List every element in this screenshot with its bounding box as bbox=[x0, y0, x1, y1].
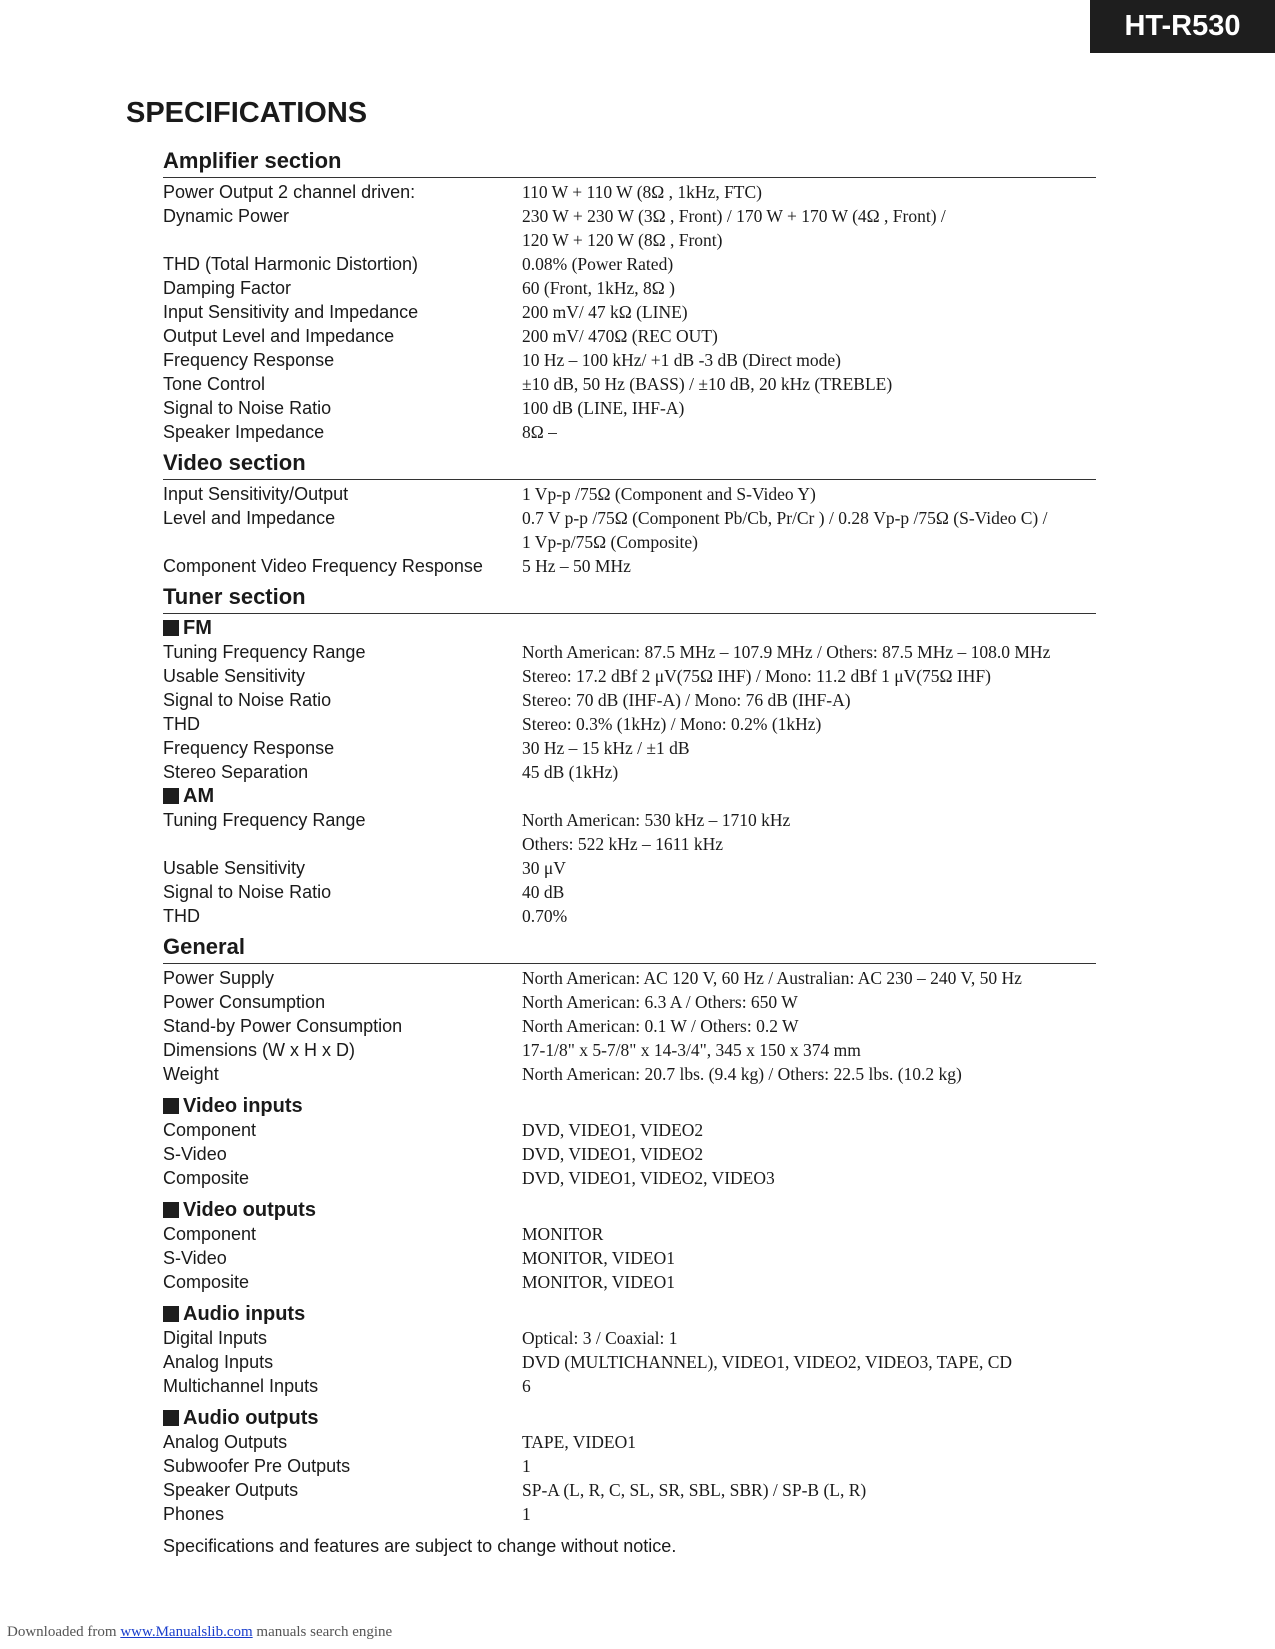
amplifier-section-heading: Amplifier section bbox=[163, 145, 1096, 178]
spec-label: Input Sensitivity and Impedance bbox=[163, 302, 419, 322]
spec-row bbox=[163, 832, 1096, 856]
spec-row bbox=[163, 276, 1096, 300]
spec-value: 200 mV/ 47 kΩ (LINE) bbox=[522, 302, 688, 322]
fm-subheading-label: FM bbox=[183, 617, 212, 639]
spec-label: Multichannel Inputs bbox=[163, 1376, 319, 1396]
audio-inputs-subheading bbox=[163, 1302, 1096, 1326]
spec-label: Analog Inputs bbox=[163, 1352, 274, 1372]
spec-row bbox=[163, 1118, 1096, 1142]
spec-label: Component bbox=[163, 1120, 257, 1140]
spec-value: MONITOR bbox=[522, 1224, 604, 1244]
fm-spec-list bbox=[163, 640, 1096, 784]
spec-label: THD (Total Harmonic Distortion) bbox=[163, 254, 419, 274]
fm-subheading bbox=[163, 616, 1096, 640]
spec-label: Phones bbox=[163, 1504, 225, 1524]
spec-label bbox=[163, 530, 522, 554]
spec-value: 40 dB bbox=[522, 882, 565, 902]
spec-row bbox=[163, 736, 1096, 760]
spec-row bbox=[163, 1062, 1096, 1086]
video-outputs-spec-list bbox=[163, 1222, 1096, 1294]
spec-label: Speaker Impedance bbox=[163, 422, 325, 442]
spec-value: 0.70% bbox=[522, 906, 568, 926]
spec-row bbox=[163, 506, 1096, 530]
spec-content bbox=[163, 145, 1096, 1558]
spec-label: Analog Outputs bbox=[163, 1432, 288, 1452]
spec-value: Others: 522 kHz – 1611 kHz bbox=[522, 834, 724, 854]
spec-label: THD bbox=[163, 714, 200, 734]
spec-value: MONITOR, VIDEO1 bbox=[522, 1248, 675, 1268]
video-outputs-subheading bbox=[163, 1198, 1096, 1222]
spec-value: ±10 dB, 50 Hz (BASS) / ±10 dB, 20 kHz (TREBLE) bbox=[522, 374, 893, 394]
spec-value: 10 Hz – 100 kHz/ +1 dB -3 dB (Direct mode) bbox=[522, 350, 841, 370]
spec-value: TAPE, VIDEO1 bbox=[522, 1432, 636, 1452]
spec-label: Frequency Response bbox=[163, 350, 335, 370]
spec-value: 1 Vp-p/75Ω (Composite) bbox=[522, 532, 699, 552]
spec-row bbox=[163, 252, 1096, 276]
spec-value: North American: 530 kHz – 1710 kHz bbox=[522, 810, 791, 830]
audio-outputs-subheading bbox=[163, 1406, 1096, 1430]
spec-row bbox=[163, 856, 1096, 880]
spec-label: S-Video bbox=[163, 1248, 227, 1268]
spec-value: 0.08% (Power Rated) bbox=[522, 254, 674, 274]
spec-row bbox=[163, 904, 1096, 928]
square-bullet-icon bbox=[163, 1202, 179, 1218]
spec-row bbox=[163, 760, 1096, 784]
spec-label: Output Level and Impedance bbox=[163, 326, 395, 346]
spec-row bbox=[163, 808, 1096, 832]
download-footer bbox=[7, 1624, 392, 1641]
spec-label: Component Video Frequency Response bbox=[163, 556, 483, 576]
spec-row bbox=[163, 396, 1096, 420]
spec-row bbox=[163, 1454, 1096, 1478]
general-section-heading: General bbox=[163, 931, 1096, 964]
spec-value: 17-1/8" x 5-7/8" x 14-3/4", 345 x 150 x 374 mm bbox=[522, 1040, 861, 1060]
spec-row bbox=[163, 372, 1096, 396]
spec-value: 1 Vp-p /75Ω (Component and S-Video Y) bbox=[522, 484, 816, 504]
spec-row bbox=[163, 1350, 1096, 1374]
spec-row bbox=[163, 880, 1096, 904]
spec-row bbox=[163, 1326, 1096, 1350]
spec-label: Input Sensitivity/Output bbox=[163, 484, 349, 504]
spec-row bbox=[163, 1430, 1096, 1454]
spec-value: Stereo: 70 dB (IHF-A) / Mono: 76 dB (IHF-A) bbox=[522, 690, 851, 710]
spec-label: Signal to Noise Ratio bbox=[163, 398, 332, 418]
spec-value: 1 bbox=[522, 1504, 531, 1524]
spec-row bbox=[163, 1478, 1096, 1502]
spec-value: North American: 20.7 lbs. (9.4 kg) / Others: 22.5 lbs. (10.2 kg) bbox=[522, 1064, 962, 1084]
video-section-heading: Video section bbox=[163, 447, 1096, 480]
spec-label: Tuning Frequency Range bbox=[163, 642, 366, 662]
spec-row bbox=[163, 420, 1096, 444]
amplifier-spec-list bbox=[163, 180, 1096, 444]
spec-row bbox=[163, 180, 1096, 204]
spec-label bbox=[163, 832, 522, 856]
video-spec-list bbox=[163, 482, 1096, 578]
spec-label: Usable Sensitivity bbox=[163, 666, 306, 686]
spec-label: S-Video bbox=[163, 1144, 227, 1164]
spec-row bbox=[163, 712, 1096, 736]
spec-row bbox=[163, 554, 1096, 578]
spec-label: Tuning Frequency Range bbox=[163, 810, 366, 830]
spec-label: Usable Sensitivity bbox=[163, 858, 306, 878]
square-bullet-icon bbox=[163, 1098, 179, 1114]
spec-value: 8Ω – bbox=[522, 422, 557, 442]
spec-value: North American: 0.1 W / Others: 0.2 W bbox=[522, 1016, 799, 1036]
download-footer-prefix: Downloaded from bbox=[7, 1624, 117, 1640]
video-inputs-subheading bbox=[163, 1094, 1096, 1118]
spec-label bbox=[163, 228, 522, 252]
audio-inputs-subheading-label: Audio inputs bbox=[183, 1303, 306, 1325]
spec-value: DVD, VIDEO1, VIDEO2 bbox=[522, 1120, 704, 1140]
spec-row bbox=[163, 1246, 1096, 1270]
spec-value: Stereo: 0.3% (1kHz) / Mono: 0.2% (1kHz) bbox=[522, 714, 822, 734]
spec-value: 110 W + 110 W (8Ω , 1kHz, FTC) bbox=[522, 182, 763, 202]
download-footer-suffix: manuals search engine bbox=[256, 1624, 393, 1640]
audio-outputs-spec-list bbox=[163, 1430, 1096, 1526]
spec-label: Signal to Noise Ratio bbox=[163, 882, 332, 902]
video-inputs-spec-list bbox=[163, 1118, 1096, 1190]
spec-row bbox=[163, 664, 1096, 688]
audio-inputs-spec-list bbox=[163, 1326, 1096, 1398]
spec-row bbox=[163, 348, 1096, 372]
spec-label: Subwoofer Pre Outputs bbox=[163, 1456, 351, 1476]
spec-label: Weight bbox=[163, 1064, 219, 1084]
spec-row bbox=[163, 324, 1096, 348]
spec-value: North American: AC 120 V, 60 Hz / Australian: AC 230 – 240 V, 50 Hz bbox=[522, 968, 1022, 988]
spec-value: 30 μV bbox=[522, 858, 566, 878]
spec-label: Stand-by Power Consumption bbox=[163, 1016, 403, 1036]
spec-label: Dynamic Power bbox=[163, 206, 290, 226]
spec-row bbox=[163, 300, 1096, 324]
spec-row bbox=[163, 1270, 1096, 1294]
spec-label: Composite bbox=[163, 1272, 250, 1292]
spec-row bbox=[163, 1142, 1096, 1166]
spec-value: Optical: 3 / Coaxial: 1 bbox=[522, 1328, 678, 1348]
page-title: SPECIFICATIONS bbox=[126, 97, 368, 129]
spec-row bbox=[163, 482, 1096, 506]
am-spec-list bbox=[163, 808, 1096, 928]
spec-row bbox=[163, 1166, 1096, 1190]
spec-row bbox=[163, 1038, 1096, 1062]
square-bullet-icon bbox=[163, 788, 179, 804]
square-bullet-icon bbox=[163, 1306, 179, 1322]
spec-value: 60 (Front, 1kHz, 8Ω ) bbox=[522, 278, 675, 298]
spec-value: 45 dB (1kHz) bbox=[522, 762, 619, 782]
spec-row bbox=[163, 204, 1096, 228]
footnote: Specifications and features are subject to change without notice. bbox=[163, 1536, 677, 1556]
spec-label: Stereo Separation bbox=[163, 762, 309, 782]
spec-label: Component bbox=[163, 1224, 257, 1244]
spec-label: Tone Control bbox=[163, 374, 266, 394]
spec-row bbox=[163, 1014, 1096, 1038]
square-bullet-icon bbox=[163, 1410, 179, 1426]
am-subheading bbox=[163, 784, 1096, 808]
spec-row bbox=[163, 990, 1096, 1014]
spec-row bbox=[163, 1222, 1096, 1246]
audio-outputs-subheading-label: Audio outputs bbox=[183, 1407, 319, 1429]
spec-row bbox=[163, 688, 1096, 712]
general-spec-list bbox=[163, 966, 1096, 1086]
spec-value: North American: 6.3 A / Others: 650 W bbox=[522, 992, 798, 1012]
spec-label: Power Output 2 channel driven: bbox=[163, 182, 416, 202]
spec-value: 230 W + 230 W (3Ω , Front) / 170 W + 170 W (4Ω , Front) / bbox=[522, 206, 946, 226]
spec-label: Power Supply bbox=[163, 968, 275, 988]
spec-value: DVD (MULTICHANNEL), VIDEO1, VIDEO2, VIDEO3, TAPE, CD bbox=[522, 1352, 1013, 1372]
video-outputs-subheading-label: Video outputs bbox=[183, 1199, 316, 1221]
spec-row bbox=[163, 228, 1096, 252]
spec-label: Dimensions (W x H x D) bbox=[163, 1040, 356, 1060]
spec-row bbox=[163, 1502, 1096, 1526]
spec-value: 200 mV/ 470Ω (REC OUT) bbox=[522, 326, 718, 346]
spec-value: 1 bbox=[522, 1456, 531, 1476]
square-bullet-icon bbox=[163, 620, 179, 636]
spec-row bbox=[163, 530, 1096, 554]
spec-value: 120 W + 120 W (8Ω , Front) bbox=[522, 230, 723, 250]
spec-row bbox=[163, 1374, 1096, 1398]
spec-row bbox=[163, 640, 1096, 664]
spec-value: 0.7 V p-p /75Ω (Component Pb/Cb, Pr/Cr ) / 0.28 Vp-p /75Ω (S-Video C) / bbox=[522, 508, 1048, 528]
spec-value: DVD, VIDEO1, VIDEO2 bbox=[522, 1144, 704, 1164]
spec-value: 100 dB (LINE, IHF-A) bbox=[522, 398, 685, 418]
video-inputs-subheading-label: Video inputs bbox=[183, 1095, 303, 1117]
spec-value: DVD, VIDEO1, VIDEO2, VIDEO3 bbox=[522, 1168, 775, 1188]
spec-label: Composite bbox=[163, 1168, 250, 1188]
manualslib-link[interactable]: www.Manualslib.com bbox=[120, 1624, 253, 1640]
spec-value: SP-A (L, R, C, SL, SR, SBL, SBR) / SP-B (L, R) bbox=[522, 1480, 867, 1500]
model-badge: HT-R530 bbox=[1090, 0, 1275, 53]
spec-value: MONITOR, VIDEO1 bbox=[522, 1272, 675, 1292]
spec-value: 6 bbox=[522, 1376, 531, 1396]
spec-label: Level and Impedance bbox=[163, 508, 336, 528]
spec-value: 5 Hz – 50 MHz bbox=[522, 556, 631, 576]
tuner-section-heading: Tuner section bbox=[163, 581, 1096, 614]
spec-label: THD bbox=[163, 906, 200, 926]
am-subheading-label: AM bbox=[183, 785, 215, 807]
spec-label: Digital Inputs bbox=[163, 1328, 268, 1348]
spec-label: Frequency Response bbox=[163, 738, 335, 758]
spec-value: North American: 87.5 MHz – 107.9 MHz / Others: 87.5 MHz – 108.0 MHz bbox=[522, 642, 1051, 662]
spec-label: Signal to Noise Ratio bbox=[163, 690, 332, 710]
spec-value: 30 Hz – 15 kHz / ±1 dB bbox=[522, 738, 690, 758]
spec-label: Damping Factor bbox=[163, 278, 292, 298]
spec-value: Stereo: 17.2 dBf 2 μV(75Ω IHF) / Mono: 11.2 dBf 1 μV(75Ω IHF) bbox=[522, 666, 991, 686]
spec-row bbox=[163, 966, 1096, 990]
spec-label: Power Consumption bbox=[163, 992, 326, 1012]
spec-label: Speaker Outputs bbox=[163, 1480, 299, 1500]
